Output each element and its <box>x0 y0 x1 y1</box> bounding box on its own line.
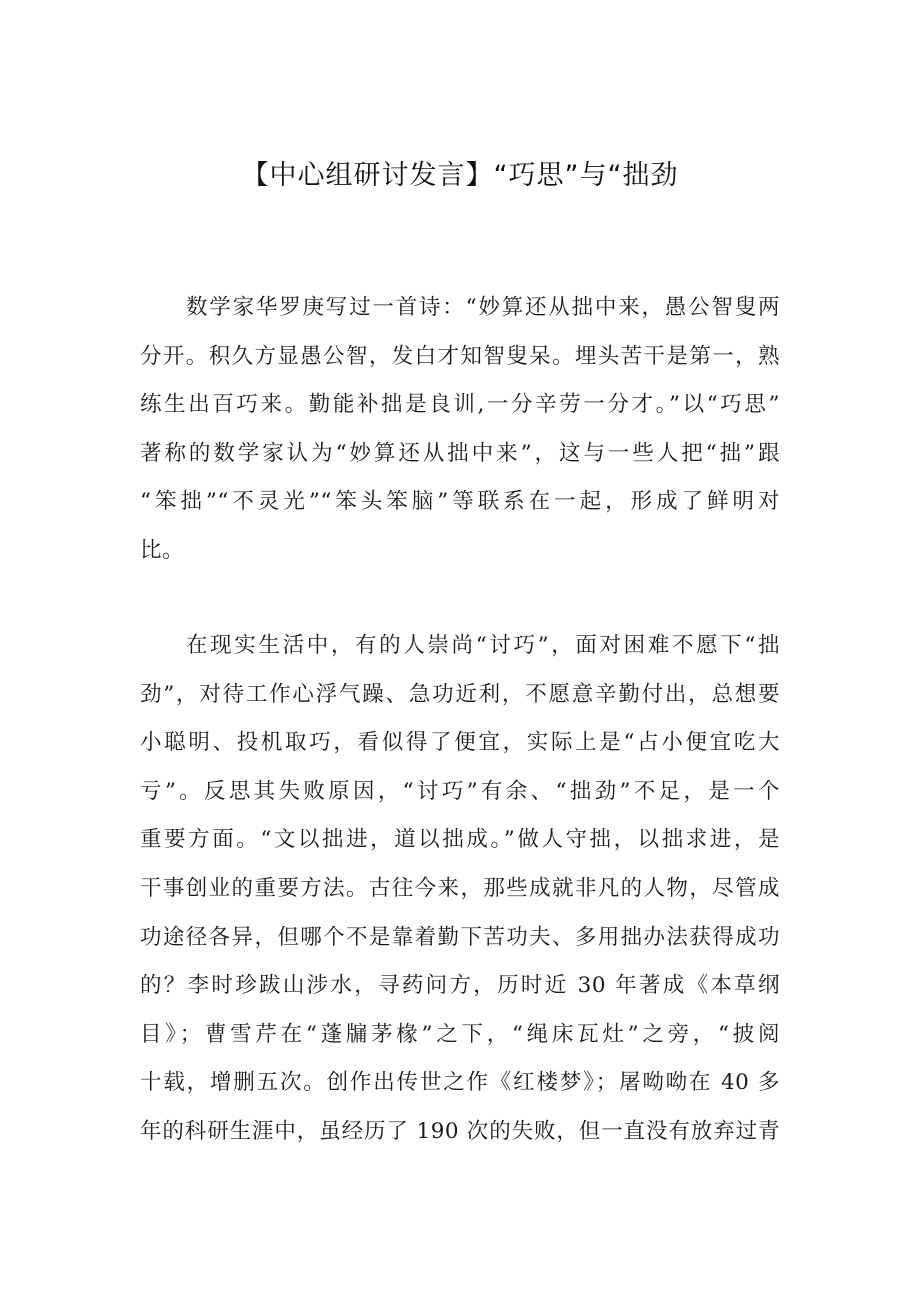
text-line: 练生出百巧来。勤能补拙是良训,一分辛劳一分才。”以“巧思” <box>140 392 780 418</box>
text-line: 著称的数学家认为“妙算还从拙中来”，这与一些人把“拙”跟 <box>140 440 780 466</box>
text-line: 的？李时珍跋山涉水，寻药问方，历时近 30 年著成《本草纲 <box>140 973 780 999</box>
text-line: 劲”，对待工作心浮气躁、急功近利，不愿意辛勤付出，总想要 <box>140 681 780 707</box>
paragraph-2 <box>140 622 780 1157</box>
text-line: “笨拙”“不灵光”“笨头笨脑”等联系在一起，形成了鲜明对 <box>140 489 780 515</box>
text-line: 数学家华罗庚写过一首诗：“妙算还从拙中来，愚公智叟两 <box>186 295 780 320</box>
text-line: 十载，增删五次。创作出传世之作《红楼梦》；屠呦呦在 40 多 <box>140 1070 780 1096</box>
text-line: 干事创业的重要方法。古往今来，那些成就非凡的人物，尽管成 <box>140 875 780 901</box>
text-line: 比。 <box>140 537 185 563</box>
paragraph-text <box>140 622 780 1157</box>
page-title: 【中心组研讨发言】“巧思”与“拙劲 <box>241 160 679 191</box>
paragraph-1 <box>140 284 780 576</box>
text-line: 目》；曹雪芹在“蓬牖茅椽”之下，“绳床瓦灶”之旁，“披阅 <box>140 1021 780 1047</box>
paragraph-text <box>140 284 780 576</box>
text-line: 年的科研生涯中，虽经历了 190 次的失败，但一直没有放弃过青 <box>140 1118 780 1144</box>
text-line: 在现实生活中，有的人崇尚“讨巧”，面对困难不愿下“拙 <box>186 633 780 658</box>
text-line: 分开。积久方显愚公智，发白才知智叟呆。埋头苦干是第一，熟 <box>140 343 780 369</box>
text-line: 小聪明、投机取巧，看似得了便宜，实际上是“占小便宜吃大 <box>140 730 780 756</box>
text-line: 重要方面。“文以拙进，道以拙成。”做人守拙，以拙求进，是 <box>140 827 780 853</box>
text-line: 亏”。反思其失败原因，“讨巧”有余、“拙劲”不足，是一个 <box>140 778 780 804</box>
text-line: 功途径各异，但哪个不是靠着勤下苦功夫、多用拙办法获得成功 <box>140 924 780 950</box>
